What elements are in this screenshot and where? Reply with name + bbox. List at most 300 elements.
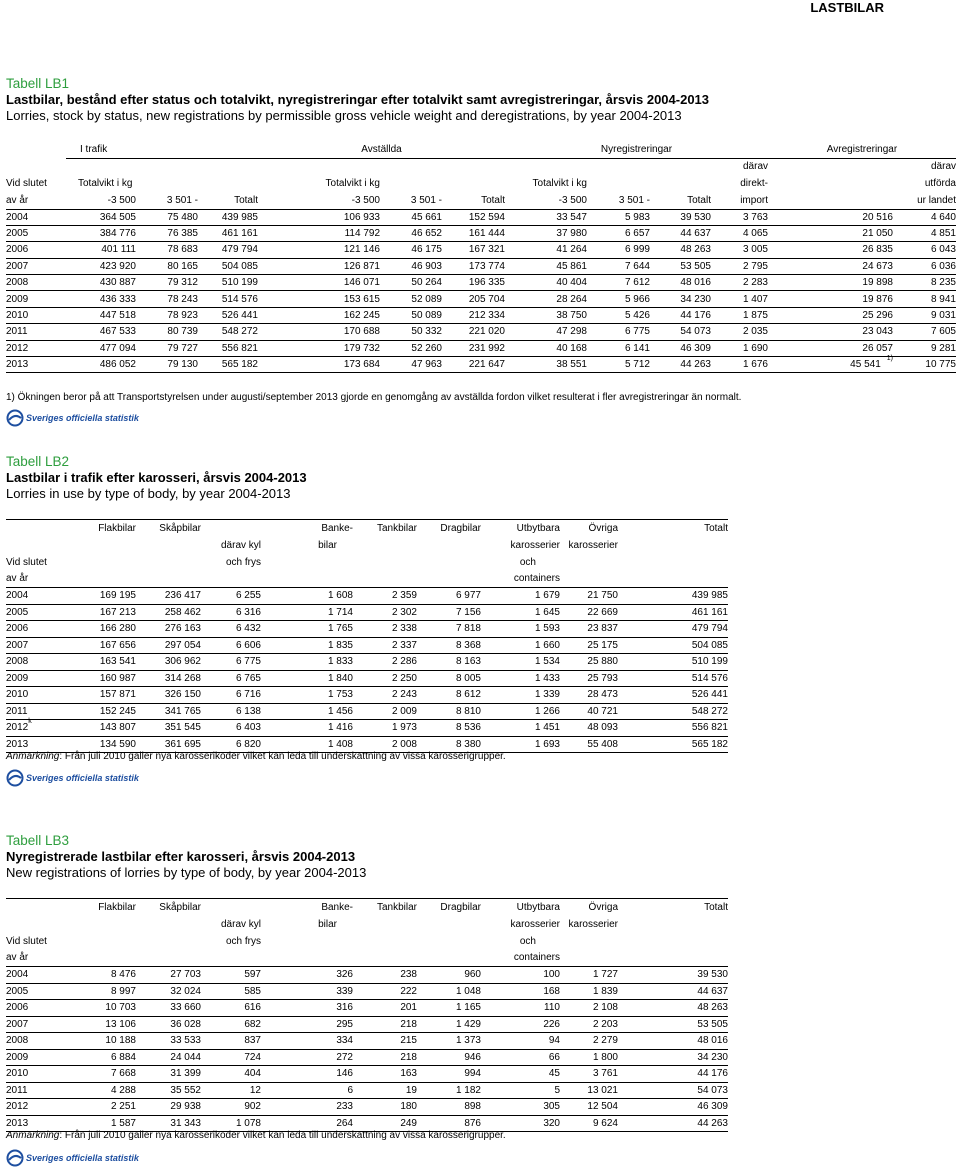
table-lb3	[6, 898, 728, 1132]
h-direkt: direkt-	[740, 178, 768, 189]
year-cell: 2010	[6, 307, 66, 323]
value-cell: 6 775	[201, 654, 261, 671]
value-cell: 341 765	[136, 703, 201, 720]
h-banke: Banke-	[261, 899, 353, 916]
value-cell: 1 433	[481, 670, 560, 687]
lb3-note	[6, 1130, 956, 1141]
year-cell: 2004	[6, 211, 29, 223]
h-totalt: Totalt	[650, 192, 711, 209]
lb2-note	[6, 751, 956, 762]
value-cell: 45	[481, 1066, 560, 1083]
sos-logo	[6, 769, 139, 787]
value-cell: 13 021	[560, 1082, 618, 1099]
value-cell: 6 606	[201, 637, 261, 654]
h-totalt: Totalt	[198, 192, 258, 209]
value-cell: 1 165	[417, 1000, 481, 1017]
value-cell: 8 368	[417, 637, 481, 654]
sos-logo-text: Sveriges officiella statistik	[26, 1153, 139, 1163]
value-cell: 6	[261, 1082, 353, 1099]
value-cell: 52 260	[380, 340, 442, 356]
table-row	[6, 1016, 728, 1033]
value-cell: 34 230	[650, 291, 711, 307]
value-cell: 54 073	[618, 1082, 728, 1099]
value-cell: 215	[353, 1033, 417, 1050]
h-vid-slutet: Vid slutet	[6, 556, 47, 568]
value-cell: 837	[201, 1033, 261, 1050]
value-cell: 724	[201, 1049, 261, 1066]
value-cell: 6 432	[201, 621, 261, 638]
value-cell: 1 840	[261, 670, 353, 687]
h-av-ar: av år	[6, 192, 66, 209]
value-cell: 6 977	[455, 590, 481, 602]
h-ur-landet: ur landet	[893, 192, 956, 209]
value-cell: 597	[244, 969, 261, 981]
table-row	[6, 1049, 728, 1066]
value-cell: 34 230	[618, 1049, 728, 1066]
year-cell: 2004	[6, 590, 29, 602]
value-cell: 48 016	[618, 1033, 728, 1050]
value-cell: 2 243	[353, 687, 417, 704]
h-flakbilar: Flakbilar	[74, 520, 136, 537]
h-flakbilar: Flakbilar	[74, 899, 136, 916]
table-row	[6, 242, 956, 258]
table-row	[6, 654, 728, 671]
value-cell: 79 130	[136, 357, 198, 373]
value-cell: 39 530	[680, 211, 711, 223]
value-cell: 404	[201, 1066, 261, 1083]
value-cell: 361 695	[136, 736, 201, 753]
h-darav-kyl: därav kyl	[220, 539, 261, 551]
value-cell: 66	[481, 1049, 560, 1066]
value-cell: 4 288	[74, 1082, 136, 1099]
h-totalt: Totalt	[442, 192, 505, 209]
value-cell: 45 861	[505, 258, 587, 274]
year-cell: 2005	[6, 604, 74, 621]
value-cell: 2 338	[353, 621, 417, 638]
h-3501: 3 501 -	[136, 192, 198, 209]
table-row	[6, 604, 728, 621]
value-cell: 29 938	[136, 1099, 201, 1116]
value-cell: 48 093	[560, 720, 618, 737]
value-cell: 50 332	[380, 324, 442, 340]
table-row	[6, 1099, 728, 1116]
value-cell: 479 794	[198, 242, 258, 258]
value-cell: 8 476	[110, 969, 136, 981]
value-cell: 53 505	[618, 1016, 728, 1033]
year-cell: 2005	[6, 225, 66, 241]
h-vid-slutet: Vid slutet	[6, 178, 47, 189]
value-cell: 46 309	[650, 340, 711, 356]
year-cell: 2012	[6, 340, 66, 356]
year-cell: 2007	[6, 258, 66, 274]
h-banke: Banke-	[261, 520, 353, 537]
value-cell: 46 309	[618, 1099, 728, 1116]
year-cell: 2012	[6, 1099, 74, 1116]
value-cell: 439 985	[691, 590, 728, 602]
value-cell: 2 250	[353, 670, 417, 687]
value-cell: 1 534	[481, 654, 560, 671]
h-och-frys: och frys	[225, 556, 261, 568]
value-cell: 1 078	[201, 1115, 261, 1132]
value-cell: 179 732	[258, 340, 380, 356]
year-cell: 2009	[6, 1049, 74, 1066]
table-row	[6, 637, 728, 654]
value-cell: 364 505	[99, 211, 136, 223]
year-cell: 2013	[6, 1115, 74, 1132]
value-cell: 1 456	[261, 703, 353, 720]
table-row	[6, 1066, 728, 1083]
value-cell: 8 612	[417, 687, 481, 704]
value-cell: 461 161	[198, 225, 258, 241]
value-cell: 79 312	[136, 275, 198, 291]
h-karosserier: karosserier	[510, 539, 560, 551]
value-cell: 25 175	[560, 637, 618, 654]
value-cell: 44 176	[618, 1066, 728, 1083]
value-cell: 35 552	[136, 1082, 201, 1099]
value-cell: 423 920	[66, 258, 136, 274]
h-totalvikt: Totalvikt i kg	[325, 178, 380, 189]
value-cell: 1 429	[417, 1016, 481, 1033]
page-header: LASTBILAR	[810, 0, 884, 15]
value-cell: 616	[201, 1000, 261, 1017]
value-cell: 1 727	[592, 969, 618, 981]
value-cell: 80 165	[136, 258, 198, 274]
group-avregistreringar: Avregistreringar	[768, 141, 956, 158]
table-row	[6, 1082, 728, 1099]
year-cell: 2007	[6, 637, 74, 654]
value-cell: 218	[353, 1049, 417, 1066]
value-cell: 153 615	[258, 291, 380, 307]
value-cell: 212 334	[442, 307, 505, 323]
value-cell: 556 821	[618, 720, 728, 737]
value-cell: 110	[481, 1000, 560, 1017]
value-cell: 1 765	[261, 621, 353, 638]
value-cell: 447 518	[66, 307, 136, 323]
value-cell: 8 005	[417, 670, 481, 687]
value-cell: 258 462	[136, 604, 201, 621]
value-cell: 169 195	[99, 590, 136, 602]
h-containers: containers	[481, 571, 560, 588]
h-karosserier: karosserier	[510, 918, 560, 930]
sos-logo-text: Sveriges officiella statistik	[26, 413, 139, 423]
value-cell: 32 024	[136, 983, 201, 1000]
value-cell: 272	[261, 1049, 353, 1066]
value-cell: 166 280	[74, 621, 136, 638]
value-cell: 80 739	[136, 324, 198, 340]
year-cell: 2004	[6, 969, 29, 981]
value-cell: 276 163	[136, 621, 201, 638]
value-cell: 180	[353, 1099, 417, 1116]
table-row	[6, 687, 728, 704]
sos-logo-text: Sveriges officiella statistik	[26, 773, 139, 783]
value-cell: 514 576	[198, 291, 258, 307]
value-cell: 1 714	[261, 604, 353, 621]
value-cell: 47 963	[380, 357, 442, 373]
value-cell: 39 530	[697, 969, 728, 981]
value-cell: 24 673	[768, 258, 893, 274]
value-cell: 8 997	[74, 983, 136, 1000]
table-row	[6, 225, 956, 241]
value-cell: 121 146	[258, 242, 380, 258]
value-cell: 401 111	[66, 242, 136, 258]
value-cell: 221 020	[442, 324, 505, 340]
value-cell: 40 404	[505, 275, 587, 291]
value-cell: 486 052	[66, 357, 136, 373]
value-cell: 162 245	[258, 307, 380, 323]
year-cell: 2006	[6, 621, 74, 638]
value-cell: 7 668	[74, 1066, 136, 1083]
value-cell: 44 263	[650, 357, 711, 373]
value-cell: 3 761	[560, 1066, 618, 1083]
table-row	[6, 670, 728, 687]
h-containers: containers	[481, 950, 560, 967]
value-cell: 439 985	[221, 211, 258, 223]
value-cell: 201	[353, 1000, 417, 1017]
value-cell: 160 987	[74, 670, 136, 687]
value-cell: 1 693	[481, 736, 560, 753]
table-number: Tabell LB2	[6, 454, 70, 469]
value-cell: 249	[353, 1115, 417, 1132]
h-darav-kyl: därav kyl	[220, 918, 261, 930]
value-cell: 5 712	[587, 357, 650, 373]
value-cell: 316	[261, 1000, 353, 1017]
value-cell: 320	[481, 1115, 560, 1132]
value-cell: 2 286	[353, 654, 417, 671]
value-cell: 504 085	[618, 637, 728, 654]
value-cell: 236 417	[164, 590, 201, 602]
value-cell: 6 765	[201, 670, 261, 687]
value-cell: 6 316	[201, 604, 261, 621]
value-cell: 1 339	[481, 687, 560, 704]
table-title-en: New registrations of lorries by type of body, by year 2004-2013	[6, 865, 367, 880]
value-cell: 1 407	[711, 291, 768, 307]
value-cell: 477 094	[66, 340, 136, 356]
value-cell: 106 933	[343, 211, 380, 223]
value-cell: 960	[464, 969, 481, 981]
value-cell: 8 536	[417, 720, 481, 737]
value-cell: 36 028	[136, 1016, 201, 1033]
value-cell: 2 009	[353, 703, 417, 720]
h-utforda: utförda	[924, 178, 956, 189]
value-cell: 134 590	[74, 736, 136, 753]
value-cell: 6 141	[587, 340, 650, 356]
year-cell: 2011	[6, 703, 74, 720]
year-cell: 2010	[6, 1066, 74, 1083]
table-lb1	[6, 141, 956, 373]
h-darav: därav	[930, 161, 956, 173]
value-cell: 4 851	[893, 225, 956, 241]
h-karosserier: karosserier	[568, 918, 618, 930]
h-skapbilar: Skåpbilar	[136, 899, 201, 916]
value-cell: 1 182	[417, 1082, 481, 1099]
value-cell: 8 380	[417, 736, 481, 753]
value-cell: 218	[353, 1016, 417, 1033]
table-row	[6, 588, 728, 605]
table-row	[6, 1000, 728, 1017]
value-cell: 2 283	[711, 275, 768, 291]
value-cell: 8 810	[417, 703, 481, 720]
value-cell: 339	[261, 983, 353, 1000]
value-cell: 461 161	[618, 604, 728, 621]
value-cell: 1 266	[481, 703, 560, 720]
h-bilar: bilar	[318, 918, 337, 930]
value-cell: 479 794	[618, 621, 728, 638]
value-cell: 143 807	[74, 720, 136, 737]
value-cell: 6 716	[201, 687, 261, 704]
value-cell: 19 876	[768, 291, 893, 307]
table-lb2	[6, 519, 728, 753]
h-tankbilar: Tankbilar	[353, 520, 417, 537]
h-vid-slutet: Vid slutet	[6, 935, 47, 947]
value-cell: 38 750	[505, 307, 587, 323]
value-cell: 4 640	[930, 211, 956, 223]
value-cell: 1 408	[261, 736, 353, 753]
h-och: och	[519, 556, 536, 568]
value-cell: 44 637	[618, 983, 728, 1000]
h-m3500: -3 500	[505, 192, 587, 209]
value-cell: 2 008	[353, 736, 417, 753]
value-cell: 1 587	[74, 1115, 136, 1132]
value-cell: 78 923	[136, 307, 198, 323]
value-cell: 46 175	[380, 242, 442, 258]
value-cell: 126 871	[258, 258, 380, 274]
value-cell: 7 818	[417, 621, 481, 638]
value-cell: 3 763	[742, 211, 768, 223]
value-cell: 5 966	[587, 291, 650, 307]
sos-logo	[6, 1149, 139, 1167]
value-cell: 48 263	[618, 1000, 728, 1017]
value-cell: 2 337	[353, 637, 417, 654]
value-cell: 1 645	[481, 604, 560, 621]
group-avstallda: Avställda	[258, 141, 505, 158]
h-3501: 3 501 -	[587, 192, 650, 209]
h-3501: 3 501 -	[380, 192, 442, 209]
note-text: : Från juli 2010 gäller nya karosserikoder vilket kan leda till underskattning av vissa karosserigrupper.	[59, 751, 506, 762]
value-cell: 40 721	[560, 703, 618, 720]
value-cell: 4 065	[711, 225, 768, 241]
table-title-en: Lorries, stock by status, new registrations by permissible gross vehicle weight and deregistrations, by year 2004-2013	[6, 108, 682, 123]
sos-logo	[6, 409, 139, 427]
value-cell: 26 057	[768, 340, 893, 356]
value-cell: 1 048	[417, 983, 481, 1000]
table-row	[6, 983, 728, 1000]
value-cell: 5 426	[587, 307, 650, 323]
year-cell: 2012$^k$	[6, 720, 74, 737]
value-cell: 47 298	[505, 324, 587, 340]
value-cell: 205 704	[442, 291, 505, 307]
value-cell: 6 043	[893, 242, 956, 258]
value-cell: 1 676	[711, 357, 768, 373]
value-cell: 221 647	[442, 357, 505, 373]
value-cell: 46 903	[380, 258, 442, 274]
value-cell: 55 408	[560, 736, 618, 753]
h-av-ar: av år	[6, 571, 74, 588]
value-cell: 1 875	[711, 307, 768, 323]
value-cell: 22 669	[560, 604, 618, 621]
value-cell: 19 898	[768, 275, 893, 291]
year-cell: 2011	[6, 324, 66, 340]
value-cell: 334	[261, 1033, 353, 1050]
group-i-trafik: I trafik	[66, 141, 258, 158]
table-row	[6, 291, 956, 307]
value-cell: 146	[261, 1066, 353, 1083]
value-cell: 898	[417, 1099, 481, 1116]
value-cell: 163	[353, 1066, 417, 1083]
table-row	[6, 275, 956, 291]
value-cell: 946	[417, 1049, 481, 1066]
value-cell: 50 089	[380, 307, 442, 323]
value-cell: 295	[261, 1016, 353, 1033]
group-nyregistreringar: Nyregistreringar	[505, 141, 768, 158]
value-cell: 6 138	[201, 703, 261, 720]
h-ovriga: Övriga	[560, 520, 618, 537]
value-cell: 76 385	[136, 225, 198, 241]
value-cell: 10 703	[74, 1000, 136, 1017]
value-cell: 167 321	[442, 242, 505, 258]
value-cell: 7 156	[417, 604, 481, 621]
value-cell: 1 833	[261, 654, 353, 671]
value-cell: 526 441	[198, 307, 258, 323]
value-cell: 264	[261, 1115, 353, 1132]
h-darav: därav	[742, 161, 768, 173]
table-row	[6, 357, 956, 373]
value-cell: 1 660	[481, 637, 560, 654]
value-cell: 305	[481, 1099, 560, 1116]
value-cell: 152 245	[74, 703, 136, 720]
value-cell: 565 182	[618, 736, 728, 753]
value-cell: 1 690	[711, 340, 768, 356]
h-utbytbara: Utbytbara	[481, 520, 560, 537]
value-cell: 585	[201, 983, 261, 1000]
value-cell: 31 399	[136, 1066, 201, 1083]
value-cell: 25 793	[560, 670, 618, 687]
year-cell: 2007	[6, 1016, 74, 1033]
value-cell: 6 775	[587, 324, 650, 340]
value-cell: 33 660	[136, 1000, 201, 1017]
value-cell: 1 416	[261, 720, 353, 737]
table-lb3-title-block	[6, 833, 956, 881]
value-cell: 2 279	[560, 1033, 618, 1050]
h-totalvikt: Totalvikt i kg	[532, 178, 587, 189]
value-cell: 100	[543, 969, 560, 981]
value-cell: 41 264	[505, 242, 587, 258]
year-cell: 2009	[6, 670, 74, 687]
h-karosserier: karosserier	[568, 539, 618, 551]
value-cell: 46 652	[380, 225, 442, 241]
value-cell: 514 576	[618, 670, 728, 687]
value-cell: 19	[353, 1082, 417, 1099]
table-row	[6, 621, 728, 638]
h-utbytbara: Utbytbara	[481, 899, 560, 916]
value-cell: 10 775	[893, 357, 956, 373]
h-dragbilar: Dragbilar	[417, 899, 481, 916]
value-cell: 28 264	[505, 291, 587, 307]
value-cell: 10 188	[74, 1033, 136, 1050]
table-title-sv: Nyregistrerade lastbilar efter karosseri, årsvis 2004-2013	[6, 849, 356, 864]
value-cell: 306 962	[136, 654, 201, 671]
value-cell: 2 359	[391, 590, 417, 602]
value-cell: 1 608	[327, 590, 353, 602]
value-cell: 8 235	[893, 275, 956, 291]
preliminary-mark: k	[28, 718, 32, 726]
value-cell: 157 871	[74, 687, 136, 704]
h-ovriga: Övriga	[560, 899, 618, 916]
value-cell: 6 999	[587, 242, 650, 258]
value-cell: 9 281	[893, 340, 956, 356]
table-number: Tabell LB1	[6, 76, 70, 91]
value-cell: 173 684	[258, 357, 380, 373]
value-cell: 168	[481, 983, 560, 1000]
